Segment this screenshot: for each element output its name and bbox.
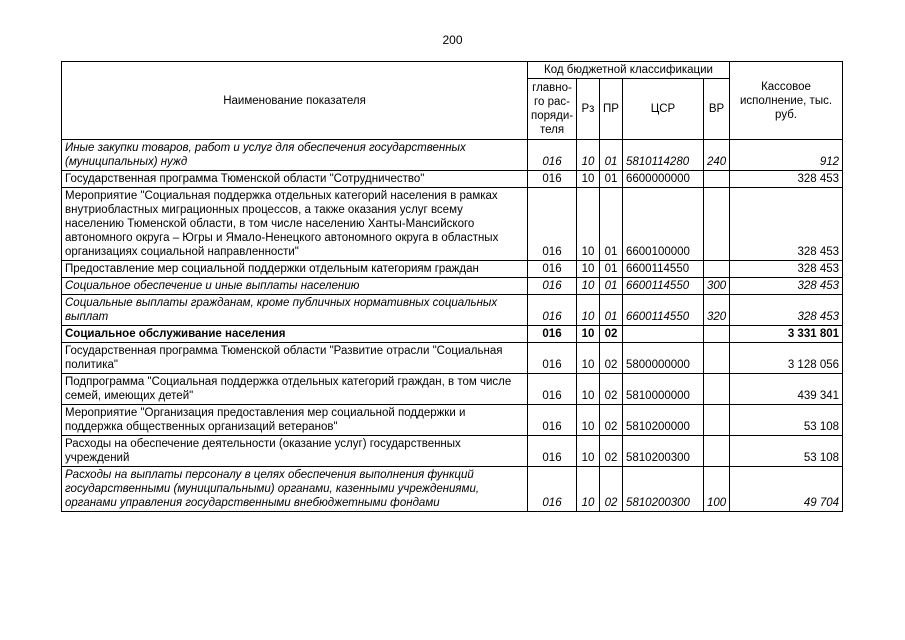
cell-amount: 439 341 (730, 374, 843, 405)
cell-glavn: 016 (528, 374, 577, 405)
cell-vr: 300 (704, 278, 730, 295)
cell-vr (704, 171, 730, 188)
cell-rz: 10 (577, 467, 600, 512)
cell-name: Расходы на обеспечение деятельности (оказание услуг) государственных учреждений (62, 436, 528, 467)
cell-pr: 01 (600, 171, 623, 188)
cell-glavn: 016 (528, 295, 577, 326)
cell-vr (704, 343, 730, 374)
cell-csr: 6600100000 (623, 188, 704, 261)
cell-glavn: 016 (528, 278, 577, 295)
table-row (62, 405, 843, 436)
table-row (62, 343, 843, 374)
cell-csr: 6600114550 (623, 278, 704, 295)
cell-csr: 5810000000 (623, 374, 704, 405)
header-glavn: главно-го рас-поряди-теля (528, 79, 577, 140)
cell-pr: 02 (600, 326, 623, 343)
cell-glavn: 016 (528, 326, 577, 343)
table-row (62, 278, 843, 295)
cell-rz: 10 (577, 436, 600, 467)
cell-amount: 328 453 (730, 261, 843, 278)
cell-vr: 320 (704, 295, 730, 326)
cell-rz: 10 (577, 261, 600, 278)
table-row (62, 436, 843, 467)
cell-glavn: 016 (528, 140, 577, 171)
cell-csr: 6600000000 (623, 171, 704, 188)
table-row (62, 467, 843, 512)
cell-csr: 5810200300 (623, 467, 704, 512)
cell-vr (704, 374, 730, 405)
cell-name: Расходы на выплаты персоналу в целях обеспечения выполнения функций государственными (муниципальными) органами, казенными учреждениями, органами управления государственными внебюджетными фондами (62, 467, 528, 512)
table-row (62, 374, 843, 405)
cell-pr: 02 (600, 405, 623, 436)
cell-rz: 10 (577, 405, 600, 436)
header-row-1 (62, 62, 843, 79)
cell-pr: 01 (600, 295, 623, 326)
cell-csr: 5810114280 (623, 140, 704, 171)
cell-vr (704, 261, 730, 278)
cell-amount: 328 453 (730, 295, 843, 326)
table-body (62, 140, 843, 512)
cell-name: Социальное обеспечение и иные выплаты населению (62, 278, 528, 295)
cell-name: Государственная программа Тюменской области "Сотрудничество" (62, 171, 528, 188)
cell-rz: 10 (577, 295, 600, 326)
cell-amount: 912 (730, 140, 843, 171)
header-rz: Рз (577, 79, 600, 140)
header-pr: ПР (600, 79, 623, 140)
cell-pr: 01 (600, 140, 623, 171)
cell-vr (704, 436, 730, 467)
header-vr: ВР (704, 79, 730, 140)
page-number: 200 (442, 33, 463, 47)
cell-pr: 02 (600, 374, 623, 405)
header-name: Наименование показателя (62, 62, 528, 140)
cell-name: Мероприятие "Организация предоставления мер социальной поддержки и поддержка общественных организаций ветеранов" (62, 405, 528, 436)
cell-rz: 10 (577, 188, 600, 261)
table-row (62, 171, 843, 188)
cell-amount: 53 108 (730, 436, 843, 467)
table-row (62, 326, 843, 343)
cell-rz: 10 (577, 278, 600, 295)
cell-name: Предоставление мер социальной поддержки отдельным категориям граждан (62, 261, 528, 278)
header-amount: Кассовое исполнение, тыс. руб. (730, 62, 843, 140)
cell-pr: 01 (600, 261, 623, 278)
cell-csr: 5810200300 (623, 436, 704, 467)
cell-csr: 5800000000 (623, 343, 704, 374)
cell-vr (704, 188, 730, 261)
cell-amount: 3 128 056 (730, 343, 843, 374)
cell-csr: 6600114550 (623, 295, 704, 326)
cell-csr: 6600114550 (623, 261, 704, 278)
cell-name: Подпрограмма "Социальная поддержка отдельных категорий граждан, в том числе семей, имеющих детей" (62, 374, 528, 405)
cell-glavn: 016 (528, 171, 577, 188)
table-row (62, 140, 843, 171)
header-csr: ЦСР (623, 79, 704, 140)
cell-pr: 02 (600, 436, 623, 467)
cell-amount: 3 331 801 (730, 326, 843, 343)
cell-name: Государственная программа Тюменской области "Развитие отрасли "Социальная политика" (62, 343, 528, 374)
cell-pr: 01 (600, 188, 623, 261)
cell-rz: 10 (577, 140, 600, 171)
table-row (62, 261, 843, 278)
table-row (62, 188, 843, 261)
cell-glavn: 016 (528, 343, 577, 374)
cell-name: Иные закупки товаров, работ и услуг для обеспечения государственных (муниципальных) нужд (62, 140, 528, 171)
cell-amount: 328 453 (730, 188, 843, 261)
cell-pr: 02 (600, 467, 623, 512)
cell-rz: 10 (577, 374, 600, 405)
cell-glavn: 016 (528, 188, 577, 261)
table-row (62, 295, 843, 326)
cell-glavn: 016 (528, 405, 577, 436)
cell-name: Социальное обслуживание населения (62, 326, 528, 343)
cell-rz: 10 (577, 343, 600, 374)
cell-glavn: 016 (528, 261, 577, 278)
header-budget-code: Код бюджетной классификации (528, 62, 730, 79)
cell-amount: 328 453 (730, 171, 843, 188)
cell-rz: 10 (577, 171, 600, 188)
cell-amount: 53 108 (730, 405, 843, 436)
cell-vr: 100 (704, 467, 730, 512)
cell-amount: 49 704 (730, 467, 843, 512)
cell-glavn: 016 (528, 467, 577, 512)
cell-amount: 328 453 (730, 278, 843, 295)
budget-table (61, 61, 843, 512)
cell-glavn: 016 (528, 436, 577, 467)
cell-vr (704, 405, 730, 436)
cell-pr: 01 (600, 278, 623, 295)
cell-vr (704, 326, 730, 343)
cell-name: Мероприятие "Социальная поддержка отдельных категорий населения в рамках внутриобластных миграционных процессов, а также оказания услуг всему населению Тюменской области, в том числе населению Ханты-Мансийского автономного округа – Югры и Ямало-Ненецкого автономного округа в областных организациях социальной направленности" (62, 188, 528, 261)
cell-csr (623, 326, 704, 343)
cell-rz: 10 (577, 326, 600, 343)
cell-name: Социальные выплаты гражданам, кроме публичных нормативных социальных выплат (62, 295, 528, 326)
cell-pr: 02 (600, 343, 623, 374)
cell-vr: 240 (704, 140, 730, 171)
cell-csr: 5810200000 (623, 405, 704, 436)
